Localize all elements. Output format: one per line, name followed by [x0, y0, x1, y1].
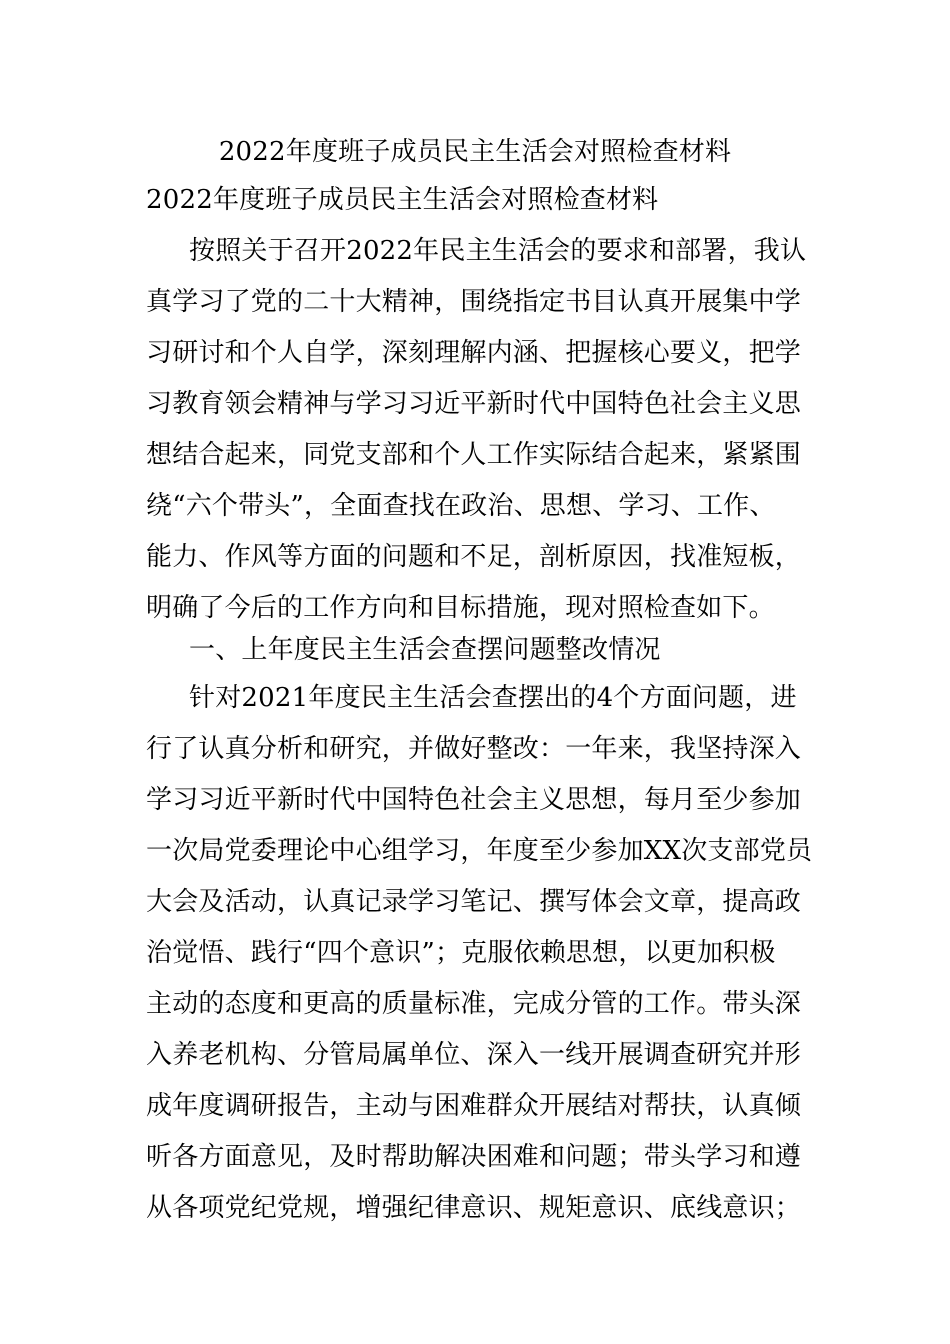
paragraph2-line: 大会及活动，认真记录学习笔记、撰写体会文章，提高政	[146, 887, 802, 917]
paragraph1-line: 明确了今后的工作方向和目标措施，现对照检查如下。	[146, 593, 775, 623]
paragraph1-line: 真学习了党的二十大精神，围绕指定书目认真开展集中学	[146, 287, 802, 317]
paragraph2-line: 行了认真分析和研究，并做好整改：一年来，我坚持深入	[146, 734, 802, 764]
paragraph2-line: 治觉悟、践行“四个意识”；克服依赖思想，以更加积极	[146, 938, 776, 968]
paragraph2-line: 针对2021年度民主生活会查摆出的4个方面问题，进	[189, 683, 797, 713]
paragraph1-line: 能力、作风等方面的问题和不足，剖析原因，找准短板，	[146, 542, 802, 572]
section1-heading: 一、上年度民主生活会查摆问题整改情况	[189, 635, 661, 665]
paragraph2-line: 成年度调研报告，主动与困难群众开展结对帮扶，认真倾	[146, 1091, 802, 1121]
paragraph2-line: 主动的态度和更高的质量标准，完成分管的工作。带头深	[146, 989, 802, 1019]
document-title-centered: 2022年度班子成员民主生活会对照检查材料	[218, 137, 732, 167]
paragraph2-line: 入养老机构、分管局属单位、深入一线开展调查研究并形	[146, 1040, 802, 1070]
paragraph1-line: 想结合起来，同党支部和个人工作实际结合起来，紧紧围	[146, 440, 802, 470]
paragraph2-line: 从各项党纪党规，增强纪律意识、规矩意识、底线意识；	[146, 1193, 802, 1223]
paragraph2-line: 学习习近平新时代中国特色社会主义思想，每月至少参加	[146, 785, 802, 815]
paragraph1-line: 绕“六个带头”，全面查找在政治、思想、学习、工作、	[146, 491, 776, 521]
paragraph1-line: 习研讨和个人自学，深刻理解内涵、把握核心要义，把学	[146, 338, 802, 368]
document-title-left: 2022年度班子成员民主生活会对照检查材料	[146, 185, 659, 215]
paragraph1-line: 按照关于召开2022年民主生活会的要求和部署，我认	[189, 236, 807, 266]
paragraph2-line: 一次局党委理论中心组学习，年度至少参加XX次支部党员	[146, 836, 813, 866]
paragraph2-line: 听各方面意见，及时帮助解决困难和问题；带头学习和遵	[146, 1142, 802, 1172]
paragraph1-line: 习教育领会精神与学习习近平新时代中国特色社会主义思	[146, 389, 802, 419]
